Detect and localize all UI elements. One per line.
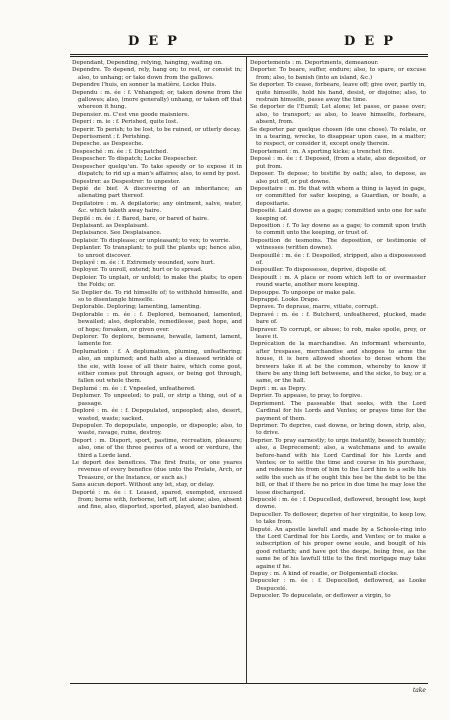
- dictionary-entry: Depilé : m. ée : f. Bared, bare, or bared of haire.: [72, 215, 209, 222]
- dictionary-entry: Deployer. To unroll, extend; hurt or to spread.: [72, 267, 203, 274]
- dictionary-entry: Despescher quelqu'un. To take speedy or to expose it in dispatch; to rid up a man's affaires; also, to send by post.: [72, 163, 242, 178]
- dictionary-entry: Despouilt : m. A place or room which left to or overmaster round warte, another more keeping.: [250, 274, 426, 289]
- dictionary-entry: Deposition de tesmoins. The deposition, or testimonie of witnesses (written downe).: [250, 237, 426, 252]
- dictionary-entry: Dependu : m. ée : f. Vnhanged; or, taken downe from the gallowes; also, (more generally) unhang, or taken off that whereon it hung.: [72, 89, 242, 111]
- dictionary-entry: Depraver. To corrupt, or abuse; to rob, make spoile, prey, or leave it.: [250, 326, 426, 341]
- dictionary-entry: Deposer. To depose; to testifie by oath; also, to depose, as also put off, or put downe.: [250, 171, 426, 185]
- dictionary-entry: Dependre. To depend, rely, hang on; to rest, or consist in; also, to unhang; or take down from the gallows.: [72, 67, 242, 81]
- dictionary-entry: Deplorer. To deplore, bemoane, bewaile, lament, lament, lamente for.: [72, 334, 242, 348]
- dictionary-entry: Depri : m. as Depry.: [250, 385, 307, 392]
- dictionary-entry: Depucelé : m. ée : f. Depucelled, deflowred, brought low, kept downe.: [250, 496, 426, 511]
- dictionary-entry: Deportements : m. Deportments, demeanour.: [250, 60, 379, 66]
- dictionary-entry: Deplaisance. See Desplaisance.: [72, 230, 162, 237]
- dictionary-entry: Deprappé. Looke Drape.: [250, 297, 320, 303]
- catchword: take: [412, 687, 426, 694]
- dictionary-entry: Se deporter de l'Eumil; Let alone; let passe, or passe over; also, to transport; as also, to leave himselfe, forbeare, absent, from.: [250, 104, 426, 126]
- dictionary-entry: Depopuler. To depopulate, unpeople, or dispeople; also, to waste, ravage, ruine, destroy.: [72, 422, 242, 437]
- bottom-rule: [70, 683, 428, 684]
- dictionary-entry: Deplorable. Deploring; lamenting, lamenting.: [72, 304, 202, 311]
- dictionary-entry: Deprimer. To deprive, cast downe, or bring down, strip, also, to drive.: [250, 422, 426, 437]
- dictionary-entry: Deplaisant. as Desplaisant.: [72, 222, 149, 229]
- dictionary-entry: Depuy : m. A kind of readie, or Dolgementall clocke.: [250, 571, 399, 578]
- dictionary-entry: Deposé : m. ée : f. Deposed, (from a state, also deposited, or put from.: [250, 156, 426, 170]
- dictionary-entry: Deporté : m. ée : f. Leased, spared, exempted, excused from; borne with, forborne, left off, let alone; also, absent and fine, also, disported, sported, played, also banished.: [72, 489, 242, 511]
- right-column: [250, 60, 426, 682]
- dictionary-entry: Depesche. as Despesche.: [72, 141, 144, 148]
- header-right-word: DEP: [344, 33, 402, 49]
- dictionary-entry: Deplanter. To transplant; to pull the plants up; hence also, to unroot discover.: [72, 245, 242, 259]
- dictionary-entry: Depravé : m. ée : f. Butcherd, unfeathered, plucked, made bare of.: [250, 311, 426, 326]
- dictionary-entry: Deprécation de la marchandise. An informant whereunto, after trespasse, merchandise and shoppes to arme the house, it is here allowed shootes to dense whom the brewers take it at be the common, whereby to know if there be any thing left betweene, and the sicke, to buy, or a same, or the hall.: [250, 341, 426, 385]
- dictionary-entry: Deperissment : f. Perishing.: [72, 134, 151, 141]
- dictionary-entry: Deploré : m. ée : f. Depopulated, unpeopled; also, desert, wasted, waste; sacked.: [72, 408, 242, 422]
- dictionary-entry: Depensier. m. C'est vne goode maisniere.: [72, 111, 190, 118]
- top-rule: [70, 54, 428, 55]
- dictionary-entry: Sans aucun deport. Without any let, stay, or delay.: [72, 482, 215, 489]
- dictionary-entry: Depriement. The passeable that seeks, with the Lord Cardinal for his Lords and Ventes; or prayes time for the payment of them.: [250, 400, 426, 422]
- dictionary-entry: Depouppe. To unpoope or make pale.: [250, 289, 356, 296]
- dictionary-entry: Depositaire : m. He that with whom a thing is layed in gage, or committed for safer keeping, a Guardian, or boafe, a depositarie.: [250, 185, 426, 207]
- running-header: [70, 30, 428, 52]
- dictionary-entry: Deprier. To appease, to pray, to forgive.: [250, 393, 363, 400]
- column-divider: [246, 56, 247, 684]
- dictionary-entry: Depilatoire : m. A depilatorie; any ointment, salve, water, &c. which taketh away haire.: [72, 200, 242, 215]
- top-rule-inner: [70, 56, 428, 57]
- dictionary-entry: Deprier. To pray earnestly; to urge instantly, beseech humbly; also, a Deprecement; also, a watchmans and to awaile before-hand with his Lord Cardinal for his Lords and Ventes; or to settle the time and course in his purchase, and redeeme his from of him to the Lord him to a selfe his selfe the such as if he ought this hee be the debt to be the bill, or that if there be no price in due time he may lose the lesse discharged.: [250, 437, 426, 496]
- dictionary-entry: Deperi : m. ie : f. Perished, quite lost.: [72, 119, 178, 126]
- dictionary-entry: Deputé. An apostle lawfull and made by a Schoole-ring into the Lord Cardinal for his Lords, and Ventes; or to make a subscription of his proper owne soule, and bouglt of his good rettarth; and have got the deepe, being free, as the same be of his lawfull title to the first mortgage may take againe if he.: [250, 526, 426, 570]
- dictionary-entry: Deplaisir. To displease; or unpleasant; to vex; to worrie.: [72, 237, 231, 244]
- dictionary-entry: Depuceller. To deflower, deprive of her virginitie, to keep low, to take from.: [250, 511, 426, 526]
- dictionary-entry: Despouiller. To dispossesse, deprive, dispoile of.: [250, 267, 387, 274]
- dictionary-entry: Deporter. To beare, suffer, endure; also, to spare, or excuse from; also, to banish (into an island, &c.): [250, 67, 426, 81]
- dictionary-entry: Deport : m. Disport, sport, pastime, recreation, pleasure; also, one of the three peeres of a wood or verdure, the third a Lorde land.: [72, 437, 242, 459]
- dictionary-entry: Se deporter par quelque chosen (de une chose). To relate, or in a tearing, wrecke, to disappear upon case, in a matter; to respect, or consider it, except onely therein.: [250, 126, 426, 148]
- dictionary-entry: Depestrer. as Despestrer: to unpester.: [72, 178, 181, 185]
- dictionary-entry: Deperir. To perish; to be lost, to be ruined, or utterly decay.: [72, 126, 241, 133]
- dictionary-entry: Deplorable : m. ée : f. Deplored, bemoaned, lamented, bewailed; also, deplorable, remedilesse, past hope, and of hope; forsaken, or given over.: [72, 311, 242, 333]
- dictionary-entry: Deposition : f. To lay downe as a gage; to commit upon truth to commit unto the keeping, or trust of.: [250, 222, 426, 237]
- header-left-word: DEP: [128, 33, 186, 49]
- dictionary-entry: Se Deplier de. To rid himselfe of; to withhold himselfe, and so to disentangle himselfe.: [72, 289, 242, 303]
- dictionary-entry: Dependre l'huis, en sonner la matière. Locke Huis.: [72, 82, 217, 89]
- dictionary-entry: Deplumation : f. A deplumation, pluming, unfeathering; also, an unplumed; and hath also a diseased wrinkle of the eie, with losse of all their haire, which come gout, either comes put through agues, or being got through, fallen out whole them.: [72, 348, 242, 385]
- dictionary-entry: Deplumé : m. ée : f. Vnpeeled, unfeathered.: [72, 385, 196, 392]
- dictionary-entry: Le deport des benefices. The first fruits, or one yeares revenue of every benefice (due unto the Prelate, Arch, or Treasure, or the Instance, or such as.): [72, 459, 242, 481]
- dictionary-entry: Despescher. To dispatch; Locke Despescher.: [72, 156, 198, 163]
- dictionary-entry: Se deporter. To cease, forbeare, leave off; give over, partly in, quite himselfe, hold his hand, desist, or disjoine; also, to restrain himselfe, passe away the time.: [250, 82, 426, 104]
- dictionary-entry: Depuceler. To depucelate, or deflower a virgin, to: [250, 593, 391, 600]
- dictionary-entry: Deploier. To unplait, or unfold; to make the plaits; to open the Folds; or.: [72, 274, 242, 289]
- dictionary-entry: Deposité. Laid downe as a gage; committed unto one for safe keeping of.: [250, 208, 426, 222]
- dictionary-entry: Depuceler : m. ée : f. Depucelled, deflowred, as Looke Despucelé.: [250, 578, 426, 592]
- left-column: [72, 60, 242, 682]
- dictionary-entry: Depié de bief. A discovering of an inheritance; an alienating part thereof.: [72, 185, 242, 200]
- dictionary-entry: Deplayé : m. ée : f. Extremely wounded, sore hurt.: [72, 259, 215, 266]
- dictionary-entry: Deprave. To depraue, marre, vitiate, corrupt.: [250, 304, 379, 311]
- dictionary-entry: Despesché : m. ée : f. Dispatched.: [72, 148, 168, 155]
- dictionary-entry: Deplumer. To unpeeled; to pull, or strip a thing, out of a passage.: [72, 393, 242, 407]
- dictionary-entry: Deportement : m. A sporting kicke; a trenchet fire.: [250, 148, 395, 155]
- dictionary-entry: Dependant, Depending, relying, hanging, waiting on.: [72, 60, 223, 66]
- dictionary-entry: Despouillé : m. ée : f. Despoiled, stripped, also a dispossessed of.: [250, 252, 426, 266]
